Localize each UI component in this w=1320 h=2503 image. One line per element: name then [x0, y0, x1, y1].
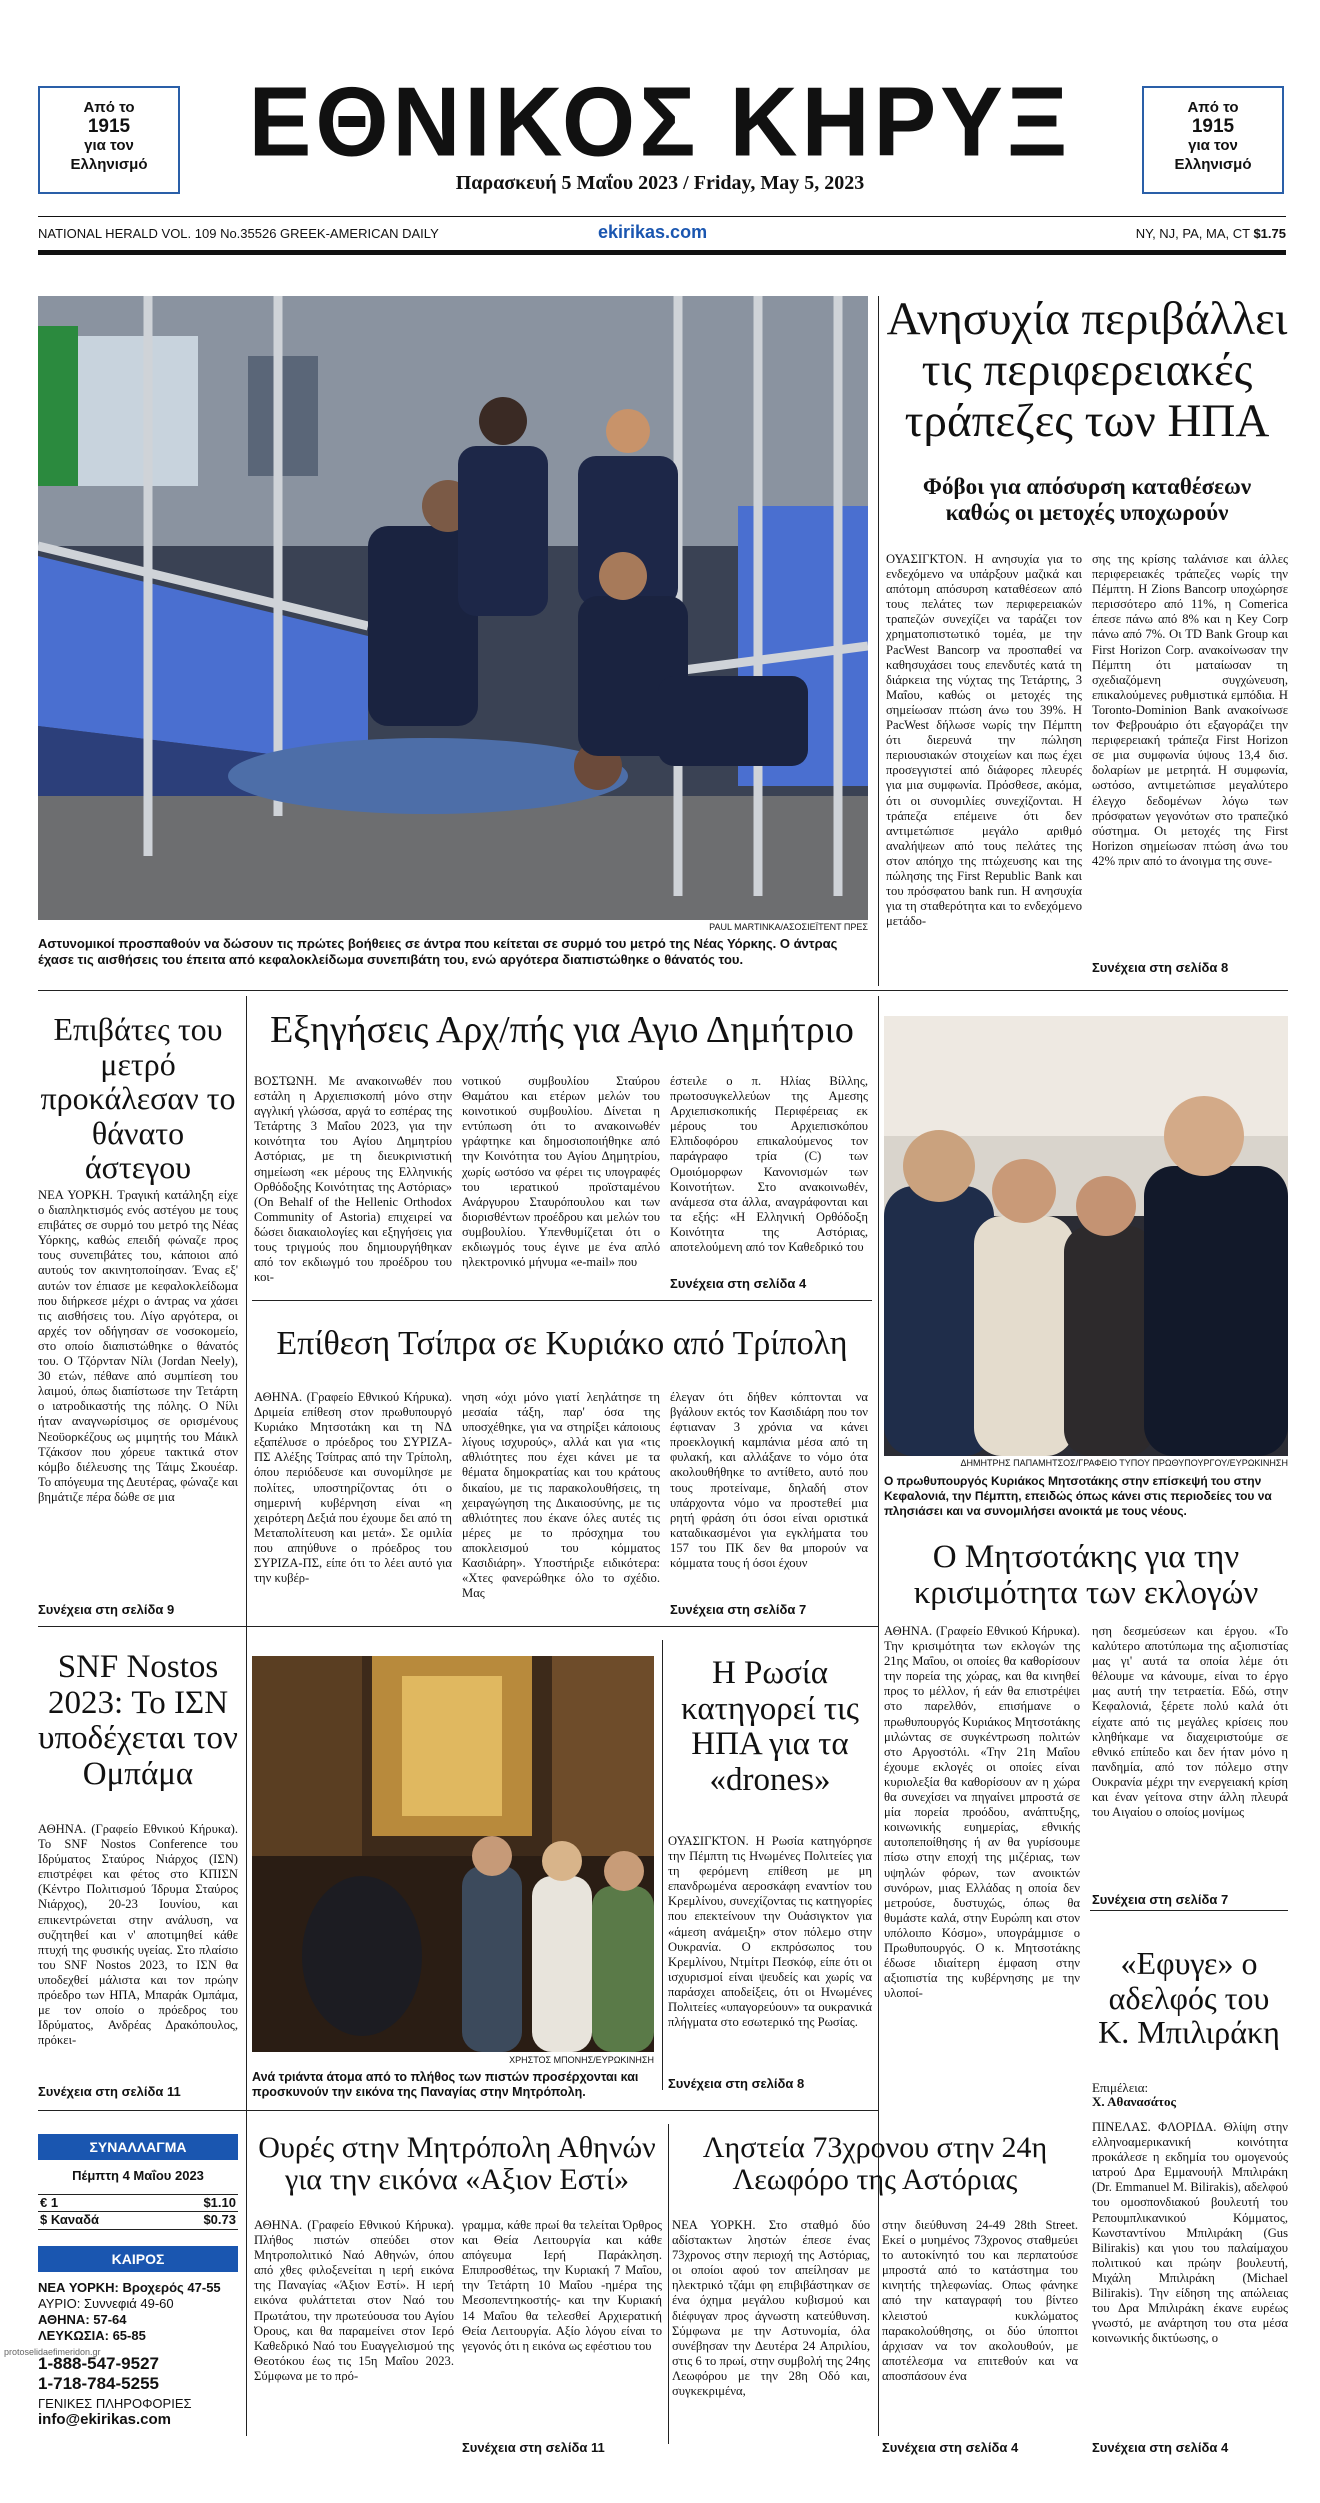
- masthead-rule-top: [38, 216, 1286, 217]
- masthead-title: ΕΘΝΙΚΟΣ ΚΗΡΥΞ: [248, 66, 1072, 177]
- banks-col-2: σης της κρίσης ταλάνισε και άλλες περιφερειακές τράπεζες νωρίς την Πέμπτη. Η Zions Bancorp υποχώρησε περισσότερο από 11%, η Comerica έπεσε πάνω από 8% και η Key Corp πάνω από 7%. Οι TD Bank Group και First Horizon Corp. ανακοίνωσαν την Πέμπτη ότι ματαίωσαν τη σχεδιαζόμενη συγχώνευση, επικαλούμενες ρυθμιστικά εμπόδια. Η Toronto-Dominion Bank ανακοίνωσε τον Φεβρουάριο ότι εξαγοράζει την περιφερειακή τράπεζα First Horizon σε μια συμφωνία ύψους 13,4 δισ. δολαρίων με μετρητά. Η συμφωνία, ωστόσο, αντιμετώπισε μεγαλύτερο έλεγχο δεδομένων λόγω των πρόσφατων γεγονότων στο τραπεζικό σύστημα. Οι μετοχές της First Horizon σημείωσαν πτώση άνω του 42% πριν από το άνοιγμα της συνε-: [1092, 552, 1288, 868]
- robbery-col-2: στην διεύθυνση 24-49 28th Street. Εκεί ο μυημένος 73χρονος σταθμεύει το αυτοκίνητό του και περπατούσε μπροστά από το κατάστημα του κινητής τηλεφωνίας. Οπως φάνηκε από την καταγραφή του βίντεο κλειστού κυκλώματος παρακολούθησης, οι δύο ύποπτοι άρχισαν να τον ακολουθούν, με αποτέλεσμα να επιτεθούν και να αποσπάσουν ένα: [882, 2218, 1078, 2383]
- snf-headline: SNF Nostos 2023: Το ΙΣΝ υποδέχεται τον Ομπάμα: [38, 1649, 238, 1792]
- contact-phone-1[interactable]: 1-888-547-9527: [38, 2354, 159, 2373]
- bilirakis-continued[interactable]: Συνέχεια στη σελίδα 4: [1092, 2440, 1229, 2455]
- left-box-line4: Ελληνισμό: [70, 156, 148, 173]
- weather-line-3: ΑΘΗΝΑ: 57-64: [38, 2312, 127, 2327]
- russia-headline: Η Ρωσία κατηγορεί τις ΗΠΑ για τα «drones»: [681, 1655, 859, 1798]
- metropolis-col-2: γραμμα, κάθε πρωί θα τελείται Όρθρος και Θεία Λειτουργία και κάθε απόγευμα Ιερή Παράκληση. Επιπροσθέτως, την Κυριακή 7 Μαΐου, την Τετάρτη 10 Μαΐου -ημέρα της Μεσοπεντηκοστής- και την Κυριακή 14 Μαΐου θα τελεσθεί Αρχιερατική Θεία Λειτουργία. Αξίο λόγου είναι το γεγονός ότι η εικόνα ως εφέστιου του: [462, 2218, 662, 2353]
- banks-headline: Ανησυχία περιβάλλει τις περιφερειακές τράπεζες των ΗΠΑ: [886, 293, 1288, 447]
- column-divider: [878, 296, 879, 986]
- metropolis-continued[interactable]: Συνέχεια στη σελίδα 11: [462, 2440, 605, 2455]
- left-box-line3: για τον: [84, 137, 134, 154]
- masthead-left-box: [38, 86, 180, 194]
- church-photo-credit: ΧΡΗΣΤΟΣ ΜΠΟΝΗΣ/ΕΥΡΩΚΙΝΗΣΗ: [509, 2055, 654, 2065]
- russia-body: ΟΥΑΣΙΓΚΤΟΝ. Η Ρωσία κατηγόρησε την Πέμπτη τις Ηνωμένες Πολιτείες για τη φερόμενη επίθεση με μη επανδρωμένα αεροσκάφη εναντίον του Κρεμλίνου, συνεχίζοντας τις κατηγορίες που επεκτείνουν την Ουάσιγκτον για «άμεση ανάμειξη» στον πόλεμο στην Ουκρανία. Ο εκπρόσωπος του Κρεμλίνου, Ντμίτρι Πεσκόφ, είπε ότι οι ισχυρισμοί είναι ψευδείς και χωρίς να παράσχει αποδείξεις, ότι οι Ηνωμένες Πολιτείες «υπαγορεύουν» τα ουκρανικά πλήγματα στο εσωτερικό της Ρωσίας.: [668, 1834, 872, 2030]
- subway-photo-caption: Αστυνομικοί προσπαθούν να δώσουν τις πρώτες βοήθειες σε άντρα που κείτεται σε συρμό του μετρό της Νέας Υόρκης. Ο άντρας έχασε τις αισθήσεις του έπειτα από κεφαλοκλείδωμα συνεπιβάτη του, ενώ αργότερα διαπιστώθηκε ο θάνατός του.: [38, 936, 838, 967]
- watermark: protoselidaefimeridon.gr: [4, 2347, 101, 2357]
- metropolis-col-1: ΑΘΗΝΑ. (Γραφείο Εθνικού Κήρυκα). Πλήθος πιστών σπεύδει στον Μητροπολιτικό Ναό Αθηνών, όπου από χθες φιλοξενείται η ιερή εικόνα της Παναγίας «Άξιον Εστί». Η ιερή εικόνα φυλάττεται στον Ναό του Πρωτάτου, την πρωτεύουσα του Αγίου Όρους, και θα παραμείνει στον Ιερό Καθεδρικό Ναό του Ευαγγελισμού της Θεοτόκου έως τις 15η Μαΐου 2023. Σύμφωνα με το πρό-: [254, 2218, 454, 2383]
- mitsotakis-photo: [884, 1016, 1288, 1456]
- robbery-headline: Ληστεία 73χρονου στην 24η Λεωφόρο της Αστόριας: [702, 2131, 1048, 2197]
- exchange-row-cad: [38, 2212, 238, 2230]
- tsipras-continued[interactable]: Συνέχεια στη σελίδα 7: [670, 1602, 807, 1617]
- tsipras-headline: Επίθεση Τσίπρα σε Κυριάκο από Τρίπολη: [276, 1325, 848, 1362]
- section-rule-3: [38, 1626, 878, 1627]
- tsipras-col-1: ΑΘΗΝΑ. (Γραφείο Εθνικού Κήρυκα). Δριμεία επίθεση στον πρωθυπουργό Κυριάκο Μητσοτάκη και τη ΝΔ εξαπέλυσε ο πρόεδρος του ΣΥΡΙΖΑ-ΠΣ Αλέξης Τσίπρας από την Τρίπολη, όπου περιόδευσε και συνομίλησε με πολίτες, υποστηρίζοντας ότι ο σημερινή κυβέρνηση είναι «η χειρότερη Δεξιά που έχουμε δει από τη Μεταπολίτευση και μετά». Σε ομιλία που απηύθυνε ο πρόεδρος του ΣΥΡΙΖΑ-ΠΣ, είπε ότι το λέει αυτό για την κυβέρ-: [254, 1390, 452, 1586]
- bilirakis-body: ΠΙΝΕΛΑΣ. ΦΛΟΡΙΔΑ. Θλίψη στην ελληνοαμερικανική κοινότητα προκάλεσε η εκδημία του ομογενούς ιατρού Δρα Εμμανουήλ Μπιλιράκη (Dr. Emmanuel M. Bilirakis), αδελφού του ομοσπονδιακού βουλευτή του Ρεπουμπλικανικού Κόμματος, Κωνσταντίνου Μπιλιράκη (Gus Bilirakis) και γιου του παλαίμαχου πολιτικού και πρώην βουλευτή, Μιχάλη Μπιλιράκη (Michael Bilirakis). Την είδηση της απώλειας του Δρα Μπιλιράκη έκανε ευρέως γνωστό, με ανάρτηση του στα μέσα κοινωνικής δικτύωσης, ο: [1092, 2120, 1288, 2346]
- section-rule-2: [252, 1300, 872, 1301]
- section-rule-4: [38, 2110, 878, 2111]
- archdiocese-col-3: έστειλε ο π. Ηλίας Βίλλης, πρωτοσυγκελλεύων της Αμεσης Αρχιεπισκοπικής Περιφέρειας εκ μέρους του Αρχιεπισκόπου Ελπιδοφόρου επικαλούμενος τον παράγραφο τρία (C) των Ομοιόμορφων Κανονισμών των Κοινοτήτων. Στο ανακοινωθέν, ανάμεσα στα άλλα, αναγράφονται και τα εξής: «Η Ελληνική Ορθόδοξη Κοινότητα της Αστόριας, αποτελούμενη από τον Καθεδρικό του: [670, 1074, 868, 1255]
- russia-divider: [662, 1640, 663, 2090]
- right-box-year: 1915: [1191, 116, 1235, 137]
- section-rule-1: [38, 990, 1288, 991]
- bilirakis-editor-name: Χ. Αθανασάτος: [1092, 2094, 1176, 2109]
- states-label: NY, NJ, PA, MA, CT: [1135, 226, 1250, 241]
- robbery-col-1: ΝΕΑ ΥΟΡΚΗ. Στο σταθμό δύο αδίστακτων ληστών έπεσε ένας 73χρονος στην περιοχή της Αστόριας, οι οποίοι αφού τον απείλησαν με ηλεκτρικό τζάμι φη επιβιβάστηκαν σε ένα όχημα μεγάλου κυβισμού και διέφυγαν προς άγνωστη κατεύθυνση. Σύμφωνα με την Αστυνομία, όλα συνέβησαν την Δευτέρα 24 Απριλίου, στις 6 το πρωί, στην συμβολή της 24ης Λεωφόρου με την 28η Οδό και, συγκεκριμένα,: [672, 2218, 870, 2399]
- exchange-cad-label: $ Καναδά: [40, 2212, 100, 2227]
- weather-line-2: ΑΥΡΙΟ: Συννεφιά 49-60: [38, 2296, 174, 2311]
- bilirakis-rule: [1090, 1910, 1288, 1911]
- price-info: [1136, 226, 1286, 241]
- banks-subhead: Φόβοι για απόσυρση καταθέσεων καθώς οι μετοχές υποχωρούν: [922, 474, 1252, 525]
- bilirakis-editor-label: Επιμέλεια:: [1092, 2080, 1149, 2095]
- exchange-euro-label: € 1: [40, 2195, 59, 2210]
- contact-email[interactable]: info@ekirikas.com: [38, 2411, 172, 2428]
- subway-headline: Επιβάτες του μετρό προκάλεσαν το θάνατο άστεγου: [40, 1011, 236, 1186]
- archdiocese-col-1: ΒΟΣΤΩΝΗ. Με ανακοινωθέν που εστάλη η Αρχιεπισκοπή μόνο στην αγγλική γλώσσα, αργά το εσπέρας της Τετάρτης 3 Μαΐου 2023, για την κοινότητα του Αγίου Δημητρίου Αστόριας, με τη διευκρινιστική σημείωση «εκ μέρους της Ελληνικής Ορθόδοξης Κοινότητας της Αστόριας» (On Behalf of the Hellenic Orthodox Community of Astoria) επιχειρεί να δώσει διακαιολογίες και εξηγήσεις για τους τριγμούς που δημιουργήθηκαν από τον εκδιωγμό του προέδρου του κοι-: [254, 1074, 452, 1285]
- church-photo: [252, 1656, 654, 2052]
- masthead-rule-bottom: [38, 250, 1286, 255]
- masthead-date: Παρασκευή 5 Μαΐου 2023 / Friday, May 5, 2023: [455, 172, 865, 194]
- archdiocese-continued[interactable]: Συνέχεια στη σελίδα 4: [670, 1276, 807, 1291]
- bilirakis-headline: «Εφυγε» ο αδελφός του Κ. Μπιλιράκη: [1098, 1945, 1280, 2051]
- exchange-cad-value: $0.73: [203, 2212, 236, 2227]
- price-value: $1.75: [1253, 226, 1286, 241]
- mitsotakis-headline: Ο Μητσοτάκης για την κρισιμότητα των εκλογών: [913, 1539, 1259, 1611]
- right-column-divider: [878, 996, 879, 2436]
- subway-photo-credit: PAUL MARTINKA/ΑΣΟΣΙΕΪΤΕΝΤ ΠΡΕΣ: [709, 922, 868, 932]
- exchange-row-euro: [38, 2194, 238, 2212]
- snf-body: ΑΘΗΝΑ. (Γραφείο Εθνικού Κήρυκα). Το SNF Nostos Conference του Ιδρύματος Σταύρος Νιάρχος (ΙΣΝ) επιστρέφει και φέτος στο ΚΠΙΣΝ (Κέντρο Πολιτισμού Ίδρυμα Σταύρος Νιάρχος), 20-23 Ιουνίου, και επικεντρώνεται στην ανάλυση, να συζητηθεί και ν' αποτιμηθεί κάθε πτυχή της φυσικής υγείας. Στο πλαίσιο του SNF Nostos 2023, το ΙΣΝ θα υποδεχθεί μάλιστα και τον πρώην πρόεδρο των ΗΠΑ, Μπαράκ Ομπάμα, με τον οποίο ο πρόεδρος του Ιδρύματος, Ανδρέας Δρακόπουλος, πρόκει-: [38, 1822, 238, 2048]
- right-box-line1: Από το: [1187, 99, 1239, 116]
- left-column-divider: [246, 996, 247, 2436]
- weather-title: ΚΑΙΡΟΣ: [38, 2246, 238, 2272]
- weather-line-4: ΛΕΥΚΩΣΙΑ: 65-85: [38, 2328, 146, 2343]
- mitsotakis-photo-illustration: [884, 1016, 1288, 1456]
- banks-col-1: ΟΥΑΣΙΓΚΤΟΝ. Η ανησυχία για το ενδεχόμενο να υπάρξουν μαζικά και απότομη απόσυρση καταθέσεων από τους πελάτες των περιφερειακών τραπεζών συνεχίζει να ταράζει τον χρηματοπιστωτικό τομέα, με την PacWest Bancorp να προσπαθεί να καθησυχάσει τους επενδυτές κατά τη διάρκεια της νύχτας της Τετάρτης, 3 Μαΐου, καθώς οι μετοχές της σημείωσαν πτώση άνω του 39%. Η PacWest δήλωσε νωρίς την Πέμπτη ότι διερευνά την πώληση περιουσιακών στοιχείων και πως έχει προσεγγιστεί από διάφορες πλευρές για μια συμφωνία. Πρόσθεσε, ακόμα, ότι οι συνομιλίες συνεχίζονται. Η τράπεζα επέμεινε ότι δεν αντιμετώπισε μεγάλο αριθμό αναλήψεων από τους πελάτες της στον απόηχο της πτώχευσης και της πώλησης της First Republic Bank και του πρόσφατου bank run. Η ανησυχία για τη σταθερότητα και το ενδεχόμενο μετάδο-: [886, 552, 1082, 929]
- banks-continued[interactable]: Συνέχεια στη σελίδα 8: [1092, 960, 1229, 975]
- masthead-right-box: [1142, 86, 1284, 194]
- metropolis-headline: Ουρές στην Μητρόπολη Αθηνών για την εικόνα «Αξιον Εστί»: [258, 2131, 656, 2197]
- snf-continued[interactable]: Συνέχεια στη σελίδα 11: [38, 2084, 181, 2099]
- archdiocese-headline: Εξηγήσεις Αρχ/πής για Αγιο Δημήτριο: [270, 1009, 854, 1051]
- info-bar: [38, 222, 1286, 248]
- left-box-line1: Από το: [83, 99, 135, 116]
- exchange-title: ΣΥΝΑΛΛΑΓΜΑ: [38, 2134, 238, 2160]
- archdiocese-col-2: νοτικού συμβουλίου Σταύρου Θαμάτου και ετέρων μελών του κοινοτικού συμβουλίου. Δίνεται η εντύπωση ότι το ανακοινωθέν γράφτηκε και δημοσιοποιήθηκε από την Κοινότητα του Αγίου Δημητρίου, χωρίς ωστόσο να φέρει τις υπογραφές του ιερατικού προϊσταμένου Ανάργυρου Σταυρόπουλου και των διορισθέντων προέδρου και μελών του συμβουλίου. Υπενθυμίζεται ότι ο εκδιωγμός τους έγινε με ένα απλό ηλεκτρονικό μήνυμα «e-mail» που: [462, 1074, 660, 1270]
- tsipras-col-3: έλεγαν ότι δήθεν κόπτονται να βγάλουν εκτός τον Κασιδιάρη που τον έφτιαναν 3 χρόνια να κάνει προεκλογική καμπάνια μέσα από τη φυλακή, και αλλάξανε το νόμο ότα ακολουθήθηκε το αντίθετο, αυτό που τους προτείναμε, δηλαδή στον υπάρχοντα νόμο να προστεθεί μια ρητή φράση ότι όσοι είναι οριστικά καταδικασμένοι για εγκλήματα του 157 του ΠΚ δεν θα μπορούν να κόμματα τους ή όσοι έχουν: [670, 1390, 868, 1571]
- contact-phone-2[interactable]: 1-718-784-5255: [38, 2374, 159, 2393]
- church-photo-illustration: [252, 1656, 654, 2052]
- tsipras-col-2: νηση «όχι μόνο γιατί λεηλάτησε τη μεσαία τάξη, παρ' όσα της υποσχέθηκε, για να στηρίξει κάποιους λίγους ισχυρούς», αλλά και για «τις αθλιότητες που έχει κάνει με τα θέματα δημοκρατίας και του κράτους δικαίου, με τις παρακολουθήσεις, τη χειραγώγηση της Δικαιοσύνης, με τις αθλιότητες που έκανε όλες αυτές τις μέρες με το πρόσχημα του αποκλεισμού του κόμματος Κασιδιάρη». Υποστήριξε ειδικότερα: «Χτες φανερώθηκε όλο το σχέδιο. Μας: [462, 1390, 660, 1601]
- mitsotakis-photo-credit: ΔΗΜΗΤΡΗΣ ΠΑΠΑΜΗΤΣΟΣ/ΓΡΑΦΕΙΟ ΤΥΠΟΥ ΠΡΩΘΥΠΟΥΡΓΟΥ/ΕΥΡΩΚΙΝΗΣΗ: [960, 1458, 1288, 1468]
- mitsotakis-photo-caption: Ο πρωθυπουργός Κυριάκος Μητσοτάκης στην επίσκεψή του στην Κεφαλονιά, την Πέμπτη, επειδώς όπως κάνει στις περιοδείες του να πλησιάσει και να συνομιλήσει ανοικτά με τους νέους.: [884, 1474, 1272, 1518]
- mitsotakis-col-2: ηση δεσμεύσεων και έργου. «Το καλύτερο αποτύπωμα της αξιοπιστίας μας γι' αυτά τα οποία λέμε ότι θέλουμε να κάνουμε, είναι το έργο μας αυτή την τετραετία. Εδώ, στην Κεφαλονιά, ξέρετε πολύ καλά ότι είχατε από τις μεγάλες κρίσεις που κληθήκαμε να διαχειριστούμε σε εθνικό επίπεδο και δεν ήταν μόνο η πανδημία, από τον πόλεμο στην Ουκρανία μέχρι την ενεργειακή κρίση και έναν γείτονα στην άλλη πλευρά του Αιγαίου ο οποίος μονίμως: [1092, 1624, 1288, 1820]
- website-link[interactable]: ekirikas.com: [598, 222, 708, 242]
- weather-line-1: ΝΕΑ ΥΟΡΚΗ: Βροχερός 47-55: [38, 2280, 221, 2295]
- mitsotakis-col-1: ΑΘΗΝΑ. (Γραφείο Εθνικού Κήρυκα). Την κρισιμότητα των εκλογών της 21ης Μαΐου, οι οποίες θα καθορίσουν την πορεία της χώρας, και θα κινηθεί προς το μέλλον, ή εάν θα επιστρέψει στο παρελθόν, επισήμανε ο πρωθυπουργός Κυριάκος Μητσοτάκης μιλώντας σε συγκέντρωση πολιτών στο Αργοστόλι. «Την 21η Μαΐου έχουμε εκλογές οι οποίες είναι κυριολεξία θα καθορίσουν αν η χώρα θα συνεχίσει να πηγαίνει μπροστά σε μία πορεία προόδου, ανάπτυξης, κοινωνικής ευημερίας, εθνικής αυτοπεποίθησης ή αν θα γυρίσουμε πίσω στην εποχή της μιζέριας, των υψηλών φόρων, των ανοικτών συνόρων, μιας Ελλάδας η οποία δεν μετρούσε, δυστυχώς, όπως θα θυμάστε καλά, στην Ευρώπη και στον υπόλοιπο Κόσμο», υπογράμμισε ο Πρωθυπουργός. Ο κ. Μητσοτάκης έδωσε ιδιαίτερη έμφαση στην αξιοπιστία της κυβέρνησης με την υλοποί-: [884, 1624, 1080, 2001]
- exchange-euro-value: $1.10: [203, 2195, 236, 2210]
- russia-continued[interactable]: Συνέχεια στη σελίδα 8: [668, 2076, 805, 2091]
- volume-info: NATIONAL HERALD VOL. 109 No.35526 GREEK-AMERICAN DAILY: [38, 226, 439, 241]
- robbery-continued[interactable]: Συνέχεια στη σελίδα 4: [882, 2440, 1019, 2455]
- church-photo-caption: Ανά τριάντα άτομα από το πλήθος των πιστών προσέρχονται και προσκυνούν την εικόνα της Παναγίας στην Μητρόπολη.: [252, 2070, 639, 2099]
- subway-continued[interactable]: Συνέχεια στη σελίδα 9: [38, 1602, 175, 1617]
- subway-photo-illustration: [38, 296, 868, 920]
- subway-body: ΝΕΑ ΥΟΡΚΗ. Τραγική κατάληξη είχε ο διαπληκτισμός ενός αστέγου με τους επιβάτες σε συρμό του μετρό της Νέας Υόρκης, καθώς επειδή φώναζε προς τους συνεπιβάτες του, κάποιοι από αυτούς τον ακινητοποίησαν. Ένας εξ' αυτών τον έπιασε με κεφαλοκλείδωμα που διήρκεσε μέχρι ο άντρας να χάσει τις αισθήσεις του. Λίγο αργότερα, οι αρχές τον οδήγησαν σε νοσοκομείο, στο οποίο διαπιστώθηκε ο θάνατός του. Ο Τζόρνταν Νίλι (Jordan Neely), 30 ετών, πέθανε από συμπίεση του λαιμού, όπως διαπίστωσε την Τετάρτη ο ιατροδικαστής της πόλης. Ο Νίλι ήταν αναγνωρίσιμος σε ορισμένους Νεοϋορκέζους ως μιμητής του Μάικλ Τζάκσον που χόρευε τακτικά στον κόμβο διέλευσης της Τάιμς Σκουέαρ. Το απόγευμα της Δευτέρας, φώναζε και βημάτιζε πέρα δώθε σε μια: [38, 1188, 238, 1504]
- robbery-divider: [668, 2124, 669, 2444]
- subway-photo: [38, 296, 868, 920]
- contact-label: ΓΕΝΙΚΕΣ ΠΛΗΡΟΦΟΡΙΕΣ: [38, 2396, 192, 2411]
- left-box-year: 1915: [87, 116, 131, 137]
- right-box-line4: Ελληνισμό: [1174, 156, 1252, 173]
- exchange-date: Πέμπτη 4 Μαΐου 2023: [72, 2168, 204, 2183]
- mitsotakis-continued[interactable]: Συνέχεια στη σελίδα 7: [1092, 1892, 1229, 1907]
- right-box-line3: για τον: [1188, 137, 1238, 154]
